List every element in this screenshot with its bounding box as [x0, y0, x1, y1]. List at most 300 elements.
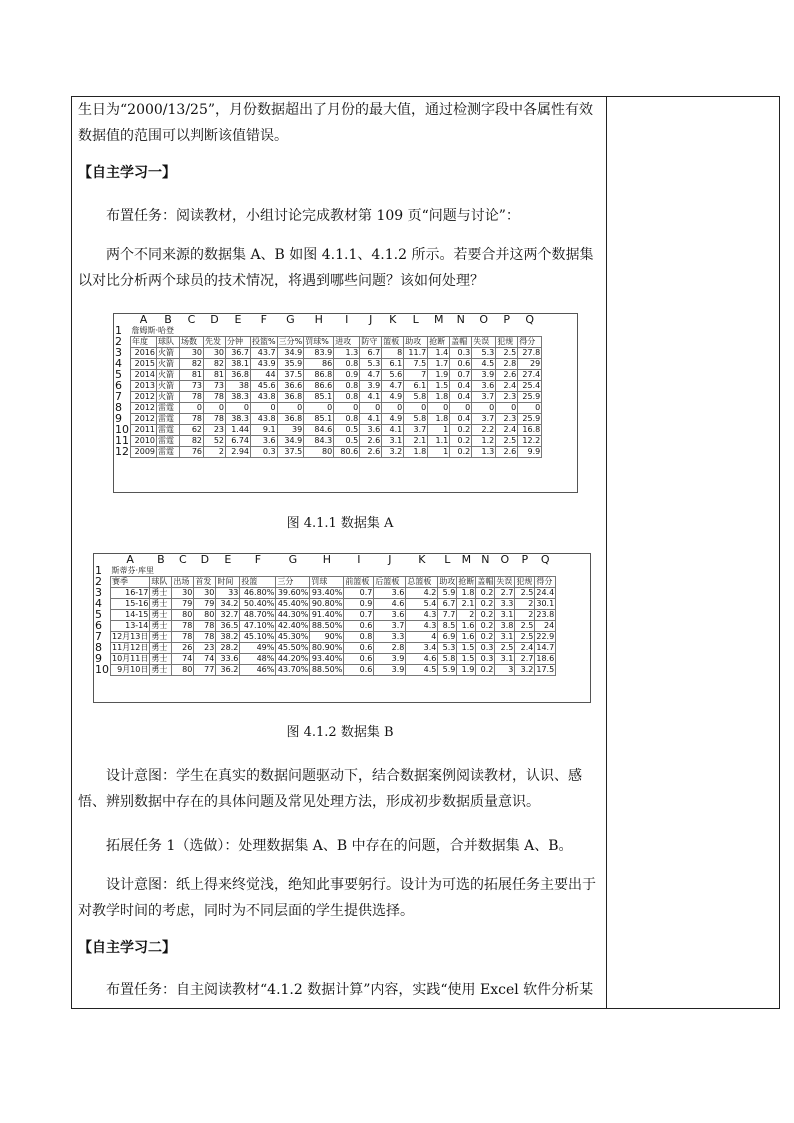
header-cell: 投篮% — [252, 337, 276, 346]
header-cell: 先发 — [204, 337, 226, 348]
data-cell: 1.5 — [428, 381, 450, 392]
header-cell: 篮板 — [382, 337, 404, 348]
sheet-row — [114, 392, 542, 403]
data-cell: 78 — [204, 392, 226, 403]
column-letter: L — [444, 554, 451, 566]
header-cell: 首发 — [194, 577, 216, 588]
data-cell: 0 — [251, 403, 278, 414]
data-cell: 33 — [216, 588, 240, 599]
data-cell: 5.3 — [360, 359, 382, 370]
caption-dataset-a: 图 4.1.1 数据集 A — [286, 516, 394, 531]
data-cell: 2.5 — [515, 632, 535, 643]
column-letter: P — [521, 554, 529, 566]
data-cell: 0 — [304, 403, 334, 414]
data-cell: 42.40% — [277, 621, 309, 630]
header-cell: 得分 — [518, 337, 542, 348]
data-cell: 43.8 — [251, 414, 278, 425]
data-cell: 11.7 — [404, 348, 428, 359]
data-cell: 0.7 — [344, 588, 374, 599]
data-cell: 0 — [472, 403, 496, 414]
data-cell: 74 — [194, 654, 216, 665]
sheet-row — [114, 381, 542, 392]
data-cell: 2.94 — [226, 447, 251, 458]
data-cell: 0.8 — [334, 414, 360, 425]
paragraph-design-intent-1: 设计意图：学生在真实的数据问题驱动下，结合数据案例阅读教材，认识、感悟、辨别数据中存在的具体问题及常见处理方法，形成初步数据质量意识。 — [78, 768, 582, 810]
data-cell: 78 — [172, 621, 194, 632]
heading-self-study-2: 【自主学习二】 — [78, 940, 176, 956]
data-cell: 2012 — [131, 403, 157, 414]
data-cell: 0.3 — [476, 643, 495, 654]
data-cell: 0.5 — [334, 436, 360, 447]
data-cell: 2.1 — [457, 599, 476, 610]
row-number: 5 — [95, 609, 102, 621]
data-cell: 3.1 — [495, 632, 515, 643]
data-cell: 0.6 — [344, 665, 374, 676]
data-cell: 62 — [180, 425, 204, 436]
data-cell: 37.5 — [277, 447, 304, 458]
data-cell: 雷霆 — [157, 436, 180, 447]
data-cell: 79 — [172, 599, 194, 610]
data-cell: 78 — [194, 621, 216, 632]
row-number: 10 — [95, 664, 109, 676]
row-number: 12 — [115, 446, 129, 458]
header-cell: 防守 — [360, 337, 382, 348]
data-cell: 火箭 — [157, 348, 180, 359]
data-cell: 45.6 — [251, 381, 278, 392]
data-cell: 22.9 — [536, 632, 555, 641]
sheet-row — [94, 566, 556, 577]
data-cell: 4.6 — [406, 654, 438, 665]
data-cell: 3.1 — [382, 436, 404, 447]
data-cell: 5.3 — [438, 643, 457, 654]
data-cell: 36.5 — [216, 621, 240, 632]
data-cell: 0.2 — [476, 621, 495, 632]
data-cell: 30 — [172, 588, 194, 599]
data-cell: 0 — [450, 403, 472, 414]
row-number: 11 — [115, 435, 129, 447]
data-cell: 3 — [495, 665, 515, 676]
header-cell: 球队 — [150, 577, 172, 588]
row-number: 10 — [115, 424, 129, 436]
data-cell: 4.3 — [406, 610, 438, 621]
data-cell: 3.6 — [360, 425, 382, 436]
data-cell: 1.8 — [404, 447, 428, 458]
data-cell: 32.7 — [216, 610, 240, 621]
data-cell: 0.2 — [476, 599, 495, 610]
spreadsheet-grid — [114, 314, 542, 458]
data-cell: 5.3 — [472, 348, 496, 359]
data-cell: 52 — [204, 436, 226, 447]
data-cell: 3.4 — [406, 643, 438, 654]
data-cell: 3.9 — [374, 665, 406, 676]
data-cell: 30.1 — [536, 599, 555, 608]
header-cell: 后篮板 — [374, 577, 406, 588]
column-letter: Q — [525, 314, 535, 326]
column-letter: E — [234, 314, 242, 326]
data-cell: 2.4 — [496, 425, 518, 436]
data-cell: 14.7 — [536, 643, 555, 652]
data-cell: 2009 — [131, 447, 157, 458]
column-letter: B — [164, 314, 172, 326]
data-cell: 4.3 — [406, 621, 438, 632]
data-cell: 2 — [515, 599, 535, 610]
sheet-row — [94, 621, 556, 632]
data-cell: 0.9 — [344, 599, 374, 610]
data-cell: 34.2 — [216, 599, 240, 610]
data-cell: 0.2 — [476, 610, 495, 621]
data-cell: 23 — [204, 425, 226, 436]
data-cell: 3.2 — [382, 447, 404, 458]
data-cell: 6.74 — [226, 436, 251, 447]
data-cell: 勇士 — [150, 665, 172, 676]
data-cell: 44 — [251, 370, 278, 381]
row-number: 4 — [115, 358, 122, 370]
row-number: 7 — [95, 631, 102, 643]
data-cell: 2 — [204, 447, 226, 458]
data-cell: 49% — [240, 643, 276, 654]
sheet-row — [114, 337, 542, 348]
data-cell: 80 — [172, 610, 194, 621]
data-cell: 2.5 — [515, 621, 535, 632]
data-cell: 勇士 — [150, 588, 172, 599]
data-cell: 11月12日 — [112, 643, 149, 652]
data-cell: 1.44 — [226, 425, 251, 436]
column-letter: F — [260, 314, 267, 326]
data-cell: 9.1 — [251, 425, 278, 436]
data-cell: 2012 — [131, 414, 157, 425]
data-cell: 8.5 — [438, 621, 457, 632]
data-cell: 0.2 — [476, 665, 495, 676]
header-cell: 盖帽 — [477, 577, 494, 586]
data-cell: 7 — [404, 370, 428, 381]
data-cell: 37.5 — [277, 370, 304, 381]
data-cell: 38.2 — [216, 632, 240, 643]
data-cell: 83.9 — [304, 348, 334, 359]
data-cell: 45.40% — [277, 599, 309, 608]
data-cell: 火箭 — [157, 359, 180, 370]
data-cell: 2016 — [131, 348, 157, 359]
data-cell: 0.4 — [450, 392, 472, 403]
data-cell: 43.70% — [277, 665, 309, 674]
paragraph-task-2: 布置任务：自主阅读教材“4.1.2 数据计算”内容，实践“使用 Excel 软件分析某 — [106, 982, 594, 998]
data-cell: 33.6 — [216, 654, 240, 665]
data-cell: 1.8 — [428, 414, 450, 425]
column-letter: M — [433, 314, 444, 326]
row-number: 8 — [95, 642, 102, 654]
sheet-row — [114, 436, 542, 447]
data-cell: 2.7 — [515, 654, 535, 665]
data-cell: 3.3 — [495, 599, 515, 610]
data-cell: 火箭 — [157, 370, 180, 381]
data-cell: 3.9 — [472, 370, 496, 381]
data-cell: 86.6 — [304, 381, 334, 392]
data-cell: 0.4 — [450, 414, 472, 425]
data-cell: 38.3 — [226, 392, 251, 403]
data-cell: 5.6 — [382, 370, 404, 381]
data-cell: 3.9 — [374, 654, 406, 665]
header-cell: 场数 — [180, 337, 204, 348]
data-cell: 勇士 — [150, 610, 172, 621]
data-cell: 1.8 — [428, 392, 450, 403]
data-cell: 93.40% — [311, 588, 343, 597]
data-cell: 85.1 — [304, 392, 334, 403]
data-cell: 1 — [428, 447, 450, 458]
paragraph-date-error: 生日为“2000/13/25”，月份数据超出了月份的最大值，通过检测字段中各属性有效数据值的范围可以判断该值错误。 — [78, 102, 594, 144]
data-cell: 16.8 — [518, 425, 542, 436]
data-cell: 0.2 — [450, 436, 472, 447]
data-cell: 34.9 — [277, 436, 304, 447]
data-cell: 火箭 — [157, 392, 180, 403]
header-cell: 犯规 — [496, 337, 518, 348]
data-cell: 0.2 — [476, 632, 495, 643]
data-cell: 78 — [180, 414, 204, 425]
column-letter: H — [314, 314, 323, 326]
data-cell: 5.8 — [404, 392, 428, 403]
data-cell: 48.70% — [240, 610, 276, 621]
data-cell: 78 — [204, 414, 226, 425]
data-cell: 45.10% — [240, 632, 276, 643]
data-cell: 0 — [496, 403, 518, 414]
sheet-row — [94, 665, 556, 676]
sheet-row — [94, 654, 556, 665]
row-number: 7 — [115, 391, 122, 403]
data-cell: 0.9 — [334, 370, 360, 381]
data-cell: 2.3 — [496, 392, 518, 403]
data-cell: 勇士 — [150, 654, 172, 665]
row-number: 2 — [95, 576, 102, 588]
data-cell: 50.40% — [240, 599, 276, 610]
data-cell: 勇士 — [150, 621, 172, 632]
data-cell: 2014 — [131, 370, 157, 381]
column-letter: N — [456, 314, 465, 326]
data-cell: 0.8 — [344, 632, 374, 643]
data-cell: 0.2 — [450, 447, 472, 458]
data-cell: 45.50% — [277, 643, 309, 652]
data-cell: 雷霆 — [157, 425, 180, 436]
header-cell: 抢断 — [458, 577, 475, 586]
data-cell: 77 — [194, 665, 216, 676]
data-cell: 10月11日 — [112, 654, 149, 663]
data-cell: 1.6 — [457, 632, 476, 643]
header-cell: 助攻 — [404, 337, 428, 348]
data-cell: 25.9 — [518, 392, 542, 403]
column-letter: C — [179, 554, 187, 566]
data-cell: 12.2 — [518, 436, 542, 447]
paragraph-datasets-question: 两个不同来源的数据集 A、B 如图 4.1.1、4.1.2 所示。若要合并这两个数据集以对比分析两个球员的技术情况，将遇到哪些问题？该如何处理？ — [78, 247, 594, 289]
data-cell: 6.1 — [382, 359, 404, 370]
data-cell: 4.1 — [360, 414, 382, 425]
data-cell: 3.9 — [360, 381, 382, 392]
data-cell: 0 — [428, 403, 450, 414]
data-cell: 84.3 — [304, 436, 334, 447]
data-cell: 78 — [194, 632, 216, 643]
data-cell: 43.8 — [251, 392, 278, 403]
data-cell: 2.8 — [374, 643, 406, 654]
data-cell: 0.6 — [344, 654, 374, 665]
data-cell: 36.6 — [277, 381, 304, 392]
data-cell: 0 — [180, 403, 204, 414]
data-cell: 3.2 — [515, 665, 535, 676]
data-cell: 3.8 — [495, 621, 515, 632]
data-cell: 44.20% — [277, 654, 309, 663]
data-cell: 86.8 — [304, 370, 334, 381]
data-cell: 73 — [204, 381, 226, 392]
sheet-row — [94, 577, 556, 588]
dataset-a-image — [113, 313, 578, 493]
data-cell: 78 — [172, 632, 194, 643]
data-cell: 81 — [204, 370, 226, 381]
data-cell: 2.6 — [496, 447, 518, 458]
data-cell: 3.7 — [472, 392, 496, 403]
data-cell: 48% — [240, 654, 276, 665]
data-cell: 2.4 — [496, 381, 518, 392]
data-cell: 47.10% — [240, 621, 276, 632]
data-cell: 4.1 — [382, 425, 404, 436]
data-cell: 0.2 — [476, 588, 495, 599]
row-number: 3 — [115, 347, 122, 359]
data-cell: 3.1 — [495, 654, 515, 665]
sheet-row — [114, 447, 542, 458]
data-cell: 4.5 — [406, 665, 438, 676]
data-cell: 23 — [194, 643, 216, 654]
data-cell: 15-16 — [111, 599, 150, 610]
data-cell: 2010 — [131, 436, 157, 447]
header-cell: 得分 — [535, 577, 556, 588]
data-cell: 36.2 — [216, 665, 240, 676]
data-cell: 0.5 — [334, 425, 360, 436]
data-cell: 27.8 — [518, 348, 542, 359]
sheet-row — [114, 425, 542, 436]
data-cell: 3.3 — [374, 632, 406, 643]
column-letter: M — [461, 554, 472, 566]
column-letter: K — [389, 314, 397, 326]
data-cell: 2.5 — [496, 348, 518, 359]
data-cell: 34.9 — [277, 348, 304, 359]
data-cell: 0.6 — [344, 643, 374, 654]
data-cell: 雷霆 — [157, 403, 180, 414]
data-cell: 1.3 — [334, 348, 360, 359]
data-cell: 2.3 — [496, 414, 518, 425]
dataset-b-image — [93, 553, 591, 703]
data-cell: 93.40% — [311, 654, 343, 663]
data-cell: 2012 — [131, 392, 157, 403]
data-cell: 45.30% — [277, 632, 309, 641]
data-cell: 雷霆 — [157, 447, 180, 458]
row-number: 5 — [115, 369, 122, 381]
data-cell: 2.8 — [496, 359, 518, 370]
data-cell: 17.5 — [536, 665, 555, 674]
header-cell: 出场 — [172, 577, 194, 588]
sheet-row — [114, 348, 542, 359]
data-cell: 26 — [172, 643, 194, 654]
data-cell: 0.8 — [334, 392, 360, 403]
data-cell: 16-17 — [111, 588, 150, 599]
caption-dataset-b: 图 4.1.2 数据集 B — [286, 725, 394, 740]
data-cell: 1.9 — [428, 370, 450, 381]
data-cell: 4.9 — [382, 414, 404, 425]
data-cell: 38.3 — [226, 414, 251, 425]
data-cell: 7.7 — [438, 610, 457, 621]
row-number: 9 — [115, 413, 122, 425]
sheet-title-cell: 詹姆斯·哈登 — [131, 326, 175, 335]
data-cell: 0.7 — [344, 610, 374, 621]
data-cell: 80 — [172, 665, 194, 676]
data-cell: 3.1 — [495, 610, 515, 621]
data-cell: 4.1 — [360, 392, 382, 403]
row-number: 8 — [115, 402, 122, 414]
data-cell: 雷霆 — [157, 414, 180, 425]
data-cell: 0.8 — [334, 359, 360, 370]
data-cell: 30 — [204, 348, 226, 359]
column-letter: P — [503, 314, 511, 326]
header-cell: 年度 — [131, 337, 157, 348]
data-cell: 2011 — [131, 425, 157, 436]
data-cell: 0.4 — [450, 381, 472, 392]
data-cell: 1.4 — [428, 348, 450, 359]
data-cell: 0.7 — [450, 370, 472, 381]
data-cell: 8 — [382, 348, 404, 359]
data-cell: 2013 — [131, 381, 157, 392]
data-cell: 0.8 — [334, 381, 360, 392]
header-cell: 时间 — [216, 577, 240, 588]
data-cell: 0 — [334, 403, 360, 414]
data-cell: 0 — [226, 403, 251, 414]
corner-cell — [94, 554, 111, 566]
header-cell: 三分 — [276, 577, 310, 588]
sheet-row — [114, 359, 542, 370]
data-cell: 2 — [457, 610, 476, 621]
data-cell: 80 — [194, 610, 216, 621]
header-cell: 失误 — [495, 577, 515, 588]
data-cell: 24.4 — [536, 588, 555, 597]
data-cell: 2.1 — [404, 436, 428, 447]
data-cell: 2.7 — [495, 588, 515, 599]
data-cell: 78 — [180, 392, 204, 403]
header-cell: 前篮板 — [344, 577, 374, 588]
data-cell: 9月10日 — [111, 665, 150, 676]
data-cell: 80 — [304, 447, 334, 458]
data-cell: 24 — [535, 621, 556, 632]
row-number: 4 — [95, 598, 102, 610]
header-cell: 三分% — [278, 337, 303, 346]
header-cell: 犯规 — [515, 577, 535, 588]
data-cell: 30 — [180, 348, 204, 359]
data-cell: 86 — [304, 359, 334, 370]
data-cell: 43.9 — [251, 359, 278, 370]
column-letter: E — [224, 554, 232, 566]
column-letter: A — [126, 554, 134, 566]
data-cell: 2.5 — [495, 643, 515, 654]
data-cell: 1.1 — [428, 436, 450, 447]
data-cell: 7.5 — [404, 359, 428, 370]
data-cell: 1 — [428, 425, 450, 436]
data-cell: 2015 — [131, 359, 157, 370]
data-cell: 2.6 — [496, 370, 518, 381]
spreadsheet-grid — [94, 554, 556, 676]
data-cell: 0.3 — [251, 447, 278, 458]
data-cell: 0.6 — [344, 621, 374, 632]
data-cell: 勇士 — [150, 632, 172, 643]
data-cell: 3.6 — [472, 381, 496, 392]
data-cell: 36.8 — [226, 370, 251, 381]
paragraph-design-intent-2: 设计意图：纸上得来终觉浅，绝知此事要躬行。设计为可选的拓展任务主要出于对教学时间的考虑，同时为不同层面的学生提供选择。 — [78, 877, 596, 919]
data-cell: 44.30% — [277, 610, 309, 619]
data-cell: 30 — [194, 588, 216, 599]
data-cell: 1.5 — [457, 654, 476, 665]
data-cell: 39.60% — [277, 588, 309, 597]
data-cell: 0 — [204, 403, 226, 414]
sheet-row — [114, 403, 542, 414]
